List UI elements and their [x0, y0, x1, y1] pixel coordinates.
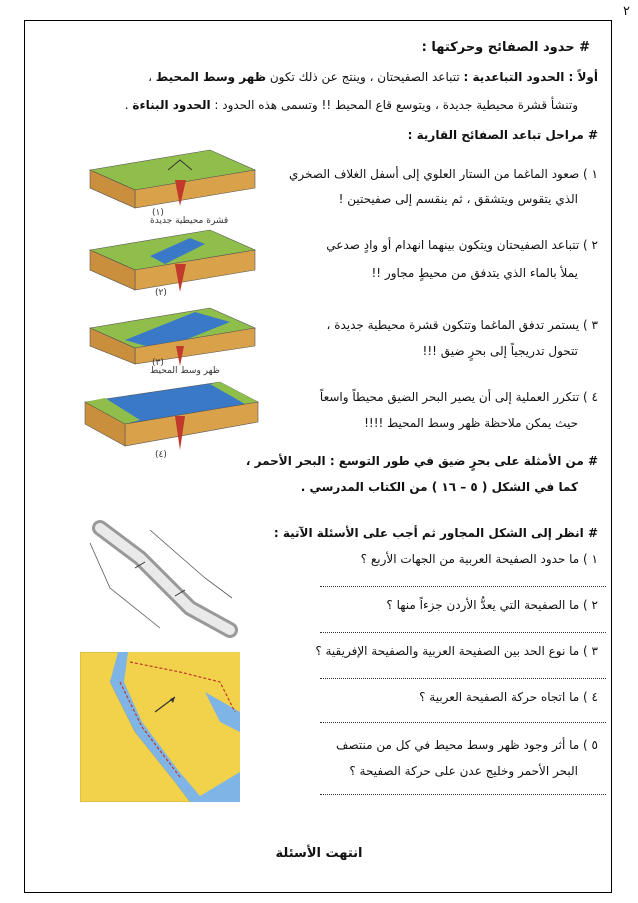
- answer-line-4[interactable]: [320, 722, 606, 723]
- question-4: ٤ ) ما اتجاه حركة الصفيحة العربية ؟: [419, 690, 598, 704]
- stage4-caption: (٤): [155, 450, 167, 460]
- question-5-line2: البحر الأحمر وخليج عدن على حركة الصفيحة ؟: [349, 764, 578, 778]
- stage2-line1: ٢ ) تتباعد الصفيحتان ويتكون بينهما انهدام أو وادٍ صدعي: [326, 238, 598, 252]
- example-line2: كما في الشكل ( ٥ – ١٦ ) من الكتاب المدرسي .: [300, 480, 578, 494]
- stage2-caption: (٢): [155, 288, 167, 298]
- stage2-figure: [80, 220, 260, 296]
- answer-line-5[interactable]: [320, 794, 606, 795]
- question-3: ٣ ) ما نوع الحد بين الصفيحة العربية والصفيحة الإفريقية ؟: [315, 644, 598, 658]
- page-number: ٢: [623, 4, 630, 19]
- page-title: # حدود الصفائح وحركتها :: [421, 40, 590, 55]
- example-line1: # من الأمثلة على بحرٍ ضيق في طور التوسع : البحر الأحمر ،: [245, 454, 598, 468]
- arabian-plate-map: [80, 652, 240, 802]
- section1-text: تتباعد الصفيحتان ، وينتج عن ذلك تكون: [266, 70, 464, 84]
- section1-label: أولاً : الحدود التباعدية :: [463, 70, 598, 84]
- stage3-figure: [80, 300, 260, 368]
- section1-line1: [148, 70, 598, 84]
- stage1-line2: الذي يتقوس ويتشقق ، ثم ينقسم إلى صفيحتين !: [338, 192, 578, 206]
- stage2-line2: يملأ بالماء الذي يتدفق من محيطٍ مجاور !!: [371, 266, 578, 280]
- answer-line-1[interactable]: [320, 586, 606, 587]
- question-2: ٢ ) ما الصفيحة التي يعدُّ الأردن جزءاً منها ؟: [386, 598, 598, 612]
- stage4-line1: ٤ ) تتكرر العملية إلى أن يصير البحر الضيق محيطاً واسعاً: [319, 390, 598, 404]
- section1-end: ،: [148, 70, 156, 84]
- question-5-line1: ٥ ) ما أثر وجود ظهر وسط محيط في كل من منتصف: [336, 738, 598, 752]
- section1-line2-bold: الحدود البناءة: [132, 98, 211, 112]
- questions-title: # انظر إلى الشكل المجاور ثم أجب على الأسئلة الآتية :: [273, 526, 598, 540]
- stages-title: # مراحل تباعد الصفائح القارية :: [407, 128, 598, 142]
- stage2-top-label: قشرة محيطية جديدة: [150, 216, 229, 226]
- footer-text: انتهت الأسئلة: [275, 846, 363, 861]
- stage1-line1: ١ ) صعود الماغما من الستار العلوي إلى أسفل الغلاف الصخري: [288, 167, 598, 181]
- stage3-line1: ٣ ) يستمر تدفق الماغما وتتكون قشرة محيطية جديدة ،: [326, 318, 598, 332]
- section1-line2: [125, 98, 578, 112]
- question-1: ١ ) ما حدود الصفيحة العربية من الجهات الأربع ؟: [360, 552, 598, 566]
- stage4-figure: [80, 372, 260, 456]
- stage1-caption: (١): [152, 208, 164, 218]
- section1-line2-end: .: [124, 98, 133, 112]
- stage3-line2: تتحول تدريجياً إلى بحرٍ ضيق !!!: [422, 344, 578, 358]
- stage4-top-label: ظهر وسط المحيط: [150, 366, 220, 376]
- section1-line2-text: وتنشأ قشرة محيطية جديدة ، ويتوسع قاع المحيط !! وتسمى هذه الحدود :: [210, 98, 578, 112]
- section1-bold: ظهر وسط المحيط: [155, 70, 266, 84]
- red-sea-map: [80, 518, 240, 638]
- stage1-figure: [80, 140, 260, 212]
- answer-line-3[interactable]: [320, 678, 606, 679]
- stage4-line2: حيث يمكن ملاحظة ظهر وسط المحيط !!!!: [364, 416, 578, 430]
- stage3-caption: (٣): [152, 358, 164, 368]
- answer-line-2[interactable]: [320, 632, 606, 633]
